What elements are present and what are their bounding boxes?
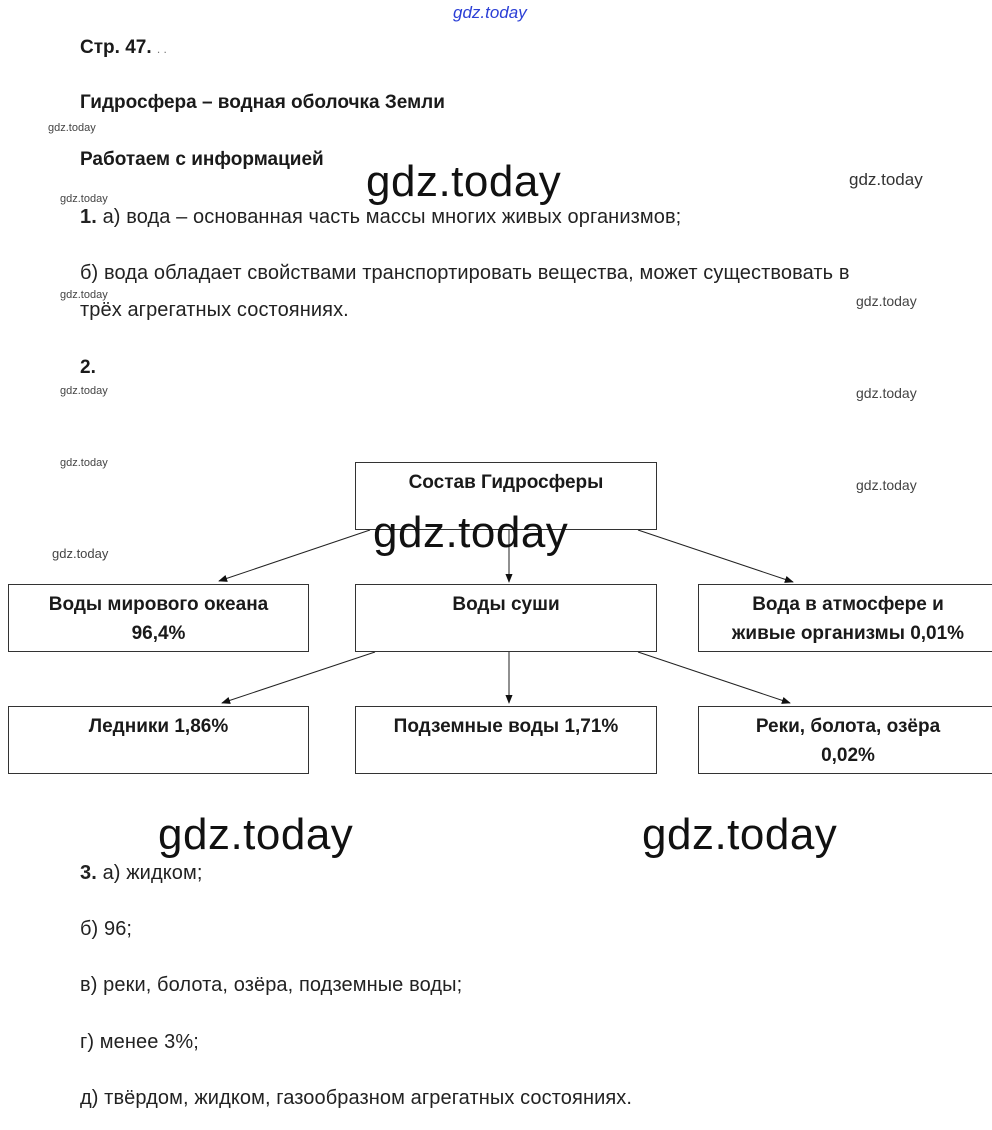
watermark-small: gdz.today (48, 122, 96, 134)
question-3-c: в) реки, болота, озёра, подземные воды; (80, 974, 463, 996)
question-3-a-text: а) жидком; (102, 862, 203, 884)
question-3-number: 3. (80, 862, 97, 884)
question-1-b-line1: б) вода обладает свойствами транспортировать вещества, может существовать в (80, 262, 850, 284)
question-3-a (80, 862, 203, 885)
arrow-land-to-glaciers (222, 652, 375, 703)
page-reference-dots: . . (156, 42, 167, 56)
section-heading: Работаем с информацией (80, 149, 324, 170)
page-reference-text: Стр. 47. (80, 37, 152, 58)
watermark-large: gdz.today (642, 810, 838, 859)
atmosphere-label: Вода в атмосфере и (752, 594, 944, 615)
watermark-small: gdz.today (60, 193, 108, 205)
watermark-small: gdz.today (856, 293, 917, 309)
groundwater-label: Подземные воды 1,71% (393, 716, 619, 737)
watermark-small: gdz.today (60, 385, 108, 397)
rivers-percent: 0,02% (821, 745, 875, 766)
diagram-land-box (355, 584, 657, 652)
question-3-b: б) 96; (80, 918, 133, 940)
ocean-label: Воды мирового океана (48, 594, 269, 615)
rivers-label: Реки, болота, озёра (755, 716, 941, 737)
watermark-medium: gdz.today (849, 170, 923, 189)
arrow-root-to-ocean (219, 530, 370, 581)
land-label: Воды суши (452, 594, 560, 615)
question-3-e: д) твёрдом, жидком, газообразном агрегатных состояниях. (80, 1087, 633, 1109)
watermark-large: gdz.today (366, 157, 562, 206)
page-title: Гидросфера – водная оболочка Земли (80, 92, 445, 113)
question-1-number: 1. (80, 206, 97, 228)
glaciers-label: Ледники 1,86% (88, 716, 229, 737)
watermark-small: gdz.today (60, 289, 108, 301)
atmosphere-percent: живые организмы 0,01% (731, 623, 965, 644)
question-1-b-line2: трёх агрегатных состояниях. (80, 299, 349, 321)
diagram-rivers-box (698, 706, 992, 774)
diagram-groundwater-box (355, 706, 657, 774)
watermark-small: gdz.today (856, 385, 917, 401)
diagram-ocean-box (8, 584, 309, 652)
watermark-large: gdz.today (158, 810, 354, 859)
diagram-root-label: Состав Гидросферы (408, 472, 604, 493)
diagram-atmosphere-box (698, 584, 992, 652)
arrow-root-to-atmosphere (638, 530, 793, 582)
watermark-small: gdz.today (60, 457, 108, 469)
watermark-large: gdz.today (373, 508, 569, 557)
question-2-number: 2. (80, 357, 96, 378)
arrow-land-to-rivers (638, 652, 790, 703)
watermark-small: gdz.today (52, 546, 109, 561)
question-3-d: г) менее 3%; (80, 1031, 199, 1053)
ocean-percent: 96,4% (131, 623, 186, 644)
watermark-small: gdz.today (856, 477, 917, 493)
diagram-glaciers-box (8, 706, 309, 774)
question-1-a-text: а) вода – основанная часть массы многих живых организмов; (102, 206, 682, 228)
watermark-top: gdz.today (453, 3, 527, 22)
